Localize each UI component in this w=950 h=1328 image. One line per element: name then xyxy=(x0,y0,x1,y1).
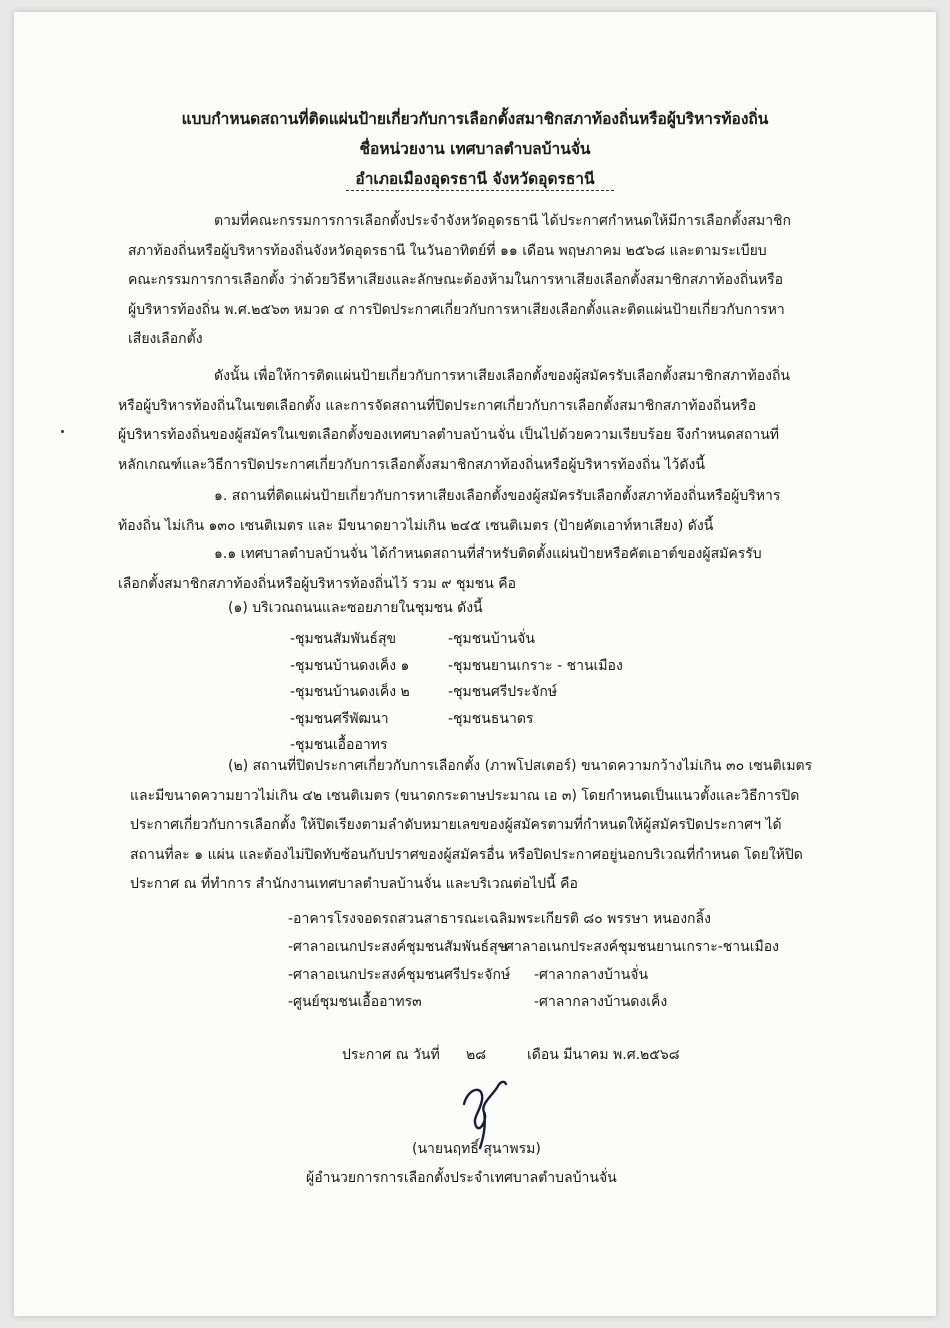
paragraph-line: คณะกรรมการการเลือกตั้ง ว่าด้วยวิธีหาเสียงและลักษณะต้องห้ามในการหาเสียงเลือกตั้งสมาชิกสภาท้องถิ่นหรือ xyxy=(128,272,784,288)
announce-date-prefix: ประกาศ ณ วันที่ xyxy=(342,1047,440,1063)
title-divider xyxy=(346,190,614,191)
item-1-1 xyxy=(118,540,762,599)
paragraph-line: เลือกตั้งสมาชิกสภาท้องถิ่นหรือผู้บริหารท้องถิ่นไว้ รวม ๙ ชุมชน คือ xyxy=(118,575,516,592)
district-province: อำเภอเมืองอุดรธานี จังหวัดอุดรธานี xyxy=(355,170,595,188)
announce-day: ๒๘ xyxy=(466,1047,487,1063)
scan-speck xyxy=(61,430,64,433)
paragraph-line: สภาท้องถิ่นหรือผู้บริหารท้องถิ่นจังหวัดอุดรธานี ในวันอาทิตย์ที่ ๑๑ เดือน พฤษภาคม ๒๕๖๘ และตามระเบียบ xyxy=(128,242,767,259)
place-item: -ศาลากลางบ้านดงเค็ง xyxy=(534,994,668,1010)
community-item: -ชุมชนบ้านดงเค็ง ๑ xyxy=(290,658,410,674)
agency-name: ชื่อหน่วยงาน เทศบาลตำบลบ้านจั่น xyxy=(359,140,591,158)
paragraph-line: ๑. สถานที่ติดแผ่นป้ายเกี่ยวกับการหาเสียงเลือกตั้งของผู้สมัครรับเลือกตั้งสภาท้องถิ่นหรือผู้บริหาร xyxy=(214,488,781,504)
paragraph-line: ท้องถิ่น ไม่เกิน ๑๓๐ เซนติเมตร และ มีขนาดยาวไม่เกิน ๒๔๕ เซนติเมตร (ป้ายคัตเอาท์หาเสียง) ดังนี้ xyxy=(118,517,714,534)
community-item: -ชุมชนบ้านจั่น xyxy=(448,631,535,647)
paragraph-line: หรือผู้บริหารท้องถิ่นในเขตเลือกตั้ง และการจัดสถานที่ปิดประกาศเกี่ยวกับการเลือกตั้งสมาชิกสภาท้องถิ่นหรือ xyxy=(118,397,757,414)
community-item: -ชุมชนสัมพันธ์สุข xyxy=(290,631,397,647)
community-item: -ชุมชนศรีพัฒนา xyxy=(290,711,389,727)
place-item: -อาคารโรงจอดรถสวนสาธารณะเฉลิมพระเกียรติ ๘๐ พรรษา หนองกลิ้ง xyxy=(288,911,711,927)
paragraph-line: ตามที่คณะกรรมการการเลือกตั้งประจำจังหวัดอุดรธานี ได้ประกาศกำหนดให้มีการเลือกตั้งสมาชิก xyxy=(214,213,792,229)
announce-month-year: เดือน มีนาคม พ.ศ.๒๕๖๘ xyxy=(527,1047,680,1063)
document-title: แบบกำหนดสถานที่ติดแผ่นป้ายเกี่ยวกับการเลือกตั้งสมาชิกสภาท้องถิ่นหรือผู้บริหารท้องถิ่น xyxy=(181,110,769,128)
community-item: -ชุมชนธนาดร xyxy=(448,711,534,727)
paragraph-line: และมีขนาดความยาวไม่เกิน ๔๒ เซนติเมตร (ขนาดกระดาษประมาณ เอ ๓) โดยกำหนดเป็นแนวตั้งและวิธีการปิด xyxy=(130,787,800,804)
paragraph-line: ๑.๑ เทศบาลตำบลบ้านจั่น ได้กำหนดสถานที่สำหรับติดตั้งแผ่นป้ายหรือคัตเอาต์ของผู้สมัครรับ xyxy=(214,546,762,562)
signer-name: (นายนฤทธิ์ สุนาพรม) xyxy=(412,1141,541,1157)
sub-item-1-heading: (๑) บริเวณถนนและซอยภายในชุมชน ดังนี้ xyxy=(228,600,483,616)
item-1 xyxy=(118,482,780,541)
paragraph-line: ผู้บริหารท้องถิ่นของผู้สมัครในเขตเลือกตั้งของเทศบาลตำบลบ้านจั่น เป็นไปด้วยความเรียบร้อย จึงกำหนดสถานที่ xyxy=(118,427,780,443)
paragraph-purpose xyxy=(118,362,790,480)
paragraph-line: ดังนั้น เพื่อให้การติดแผ่นป้ายเกี่ยวกับการหาเสียงเลือกตั้งของผู้สมัครรับเลือกตั้งสมาชิกสภาท้องถิ่น xyxy=(214,368,791,384)
paragraph-line: สถานที่ละ ๑ แผ่น และต้องไม่ปิดทับซ้อนกับปราศของผู้สมัครอื่น หรือปิดประกาศอยู่นอกบริเวณที่กำหนด โดยให้ปิด xyxy=(130,846,803,863)
place-item: -ศาลาอเนกประสงค์ชุมชนศรีประจักษ์ xyxy=(288,967,511,983)
paragraph-line: ประกาศ ณ ที่ทำการ สำนักงานเทศบาลตำบลบ้านจั่น และบริเวณต่อไปนี้ คือ xyxy=(130,876,578,892)
place-item: -ศูนย์ชุมชนเอื้ออาทร๓ xyxy=(288,994,422,1010)
place-item: -ศาลาอเนกประสงค์ชุมชนยานเกราะ-ชานเมือง xyxy=(500,939,779,955)
paragraph-line: ประกาศเกี่ยวกับการเลือกตั้ง ให้ปิดเรียงตามลำดับหมายเลขของผู้สมัครตามที่กำหนดให้ผู้สมัครปิดประกาศฯ ได้ xyxy=(130,817,782,833)
paragraph-line: เสียงเลือกตั้ง xyxy=(128,331,203,347)
place-item: -ศาลาอเนกประสงค์ชุมชนสัมพันธ์สุข xyxy=(288,939,508,955)
document-page xyxy=(14,12,936,1316)
community-item: -ชุมชนเอื้ออาทร xyxy=(290,737,388,753)
community-item: -ชุมชนศรีประจักษ์ xyxy=(448,684,558,700)
community-item: -ชุมชนยานเกราะ - ชานเมือง xyxy=(448,658,623,674)
paragraph-line: ผู้บริหารท้องถิ่น พ.ศ.๒๕๖๓ หมวด ๔ การปิดประกาศเกี่ยวกับการหาเสียงเลือกตั้งและติดแผ่นป้ายเกี่ยวกับการหา xyxy=(128,301,785,318)
place-item: -ศาลากลางบ้านจั่น xyxy=(534,967,649,983)
paragraph-line: (๒) สถานที่ปิดประกาศเกี่ยวกับการเลือกตั้ง (ภาพโปสเตอร์) ขนาดความกว้างไม่เกิน ๓๐ เซนติเมตร xyxy=(228,758,813,774)
document-header xyxy=(14,104,936,194)
signer-title: ผู้อำนวยการการเลือกตั้งประจำเทศบาลตำบลบ้านจั่น xyxy=(306,1170,617,1186)
community-item: -ชุมชนบ้านดงเค็ง ๒ xyxy=(290,684,410,700)
paragraph-intro xyxy=(128,207,791,355)
paragraph-line: หลักเกณฑ์และวิธีการปิดประกาศเกี่ยวกับการเลือกตั้งสมาชิกสภาท้องถิ่นหรือผู้บริหารท้องถิ่น ไว้ดังนี้ xyxy=(118,456,705,473)
sub-item-2 xyxy=(130,752,812,900)
